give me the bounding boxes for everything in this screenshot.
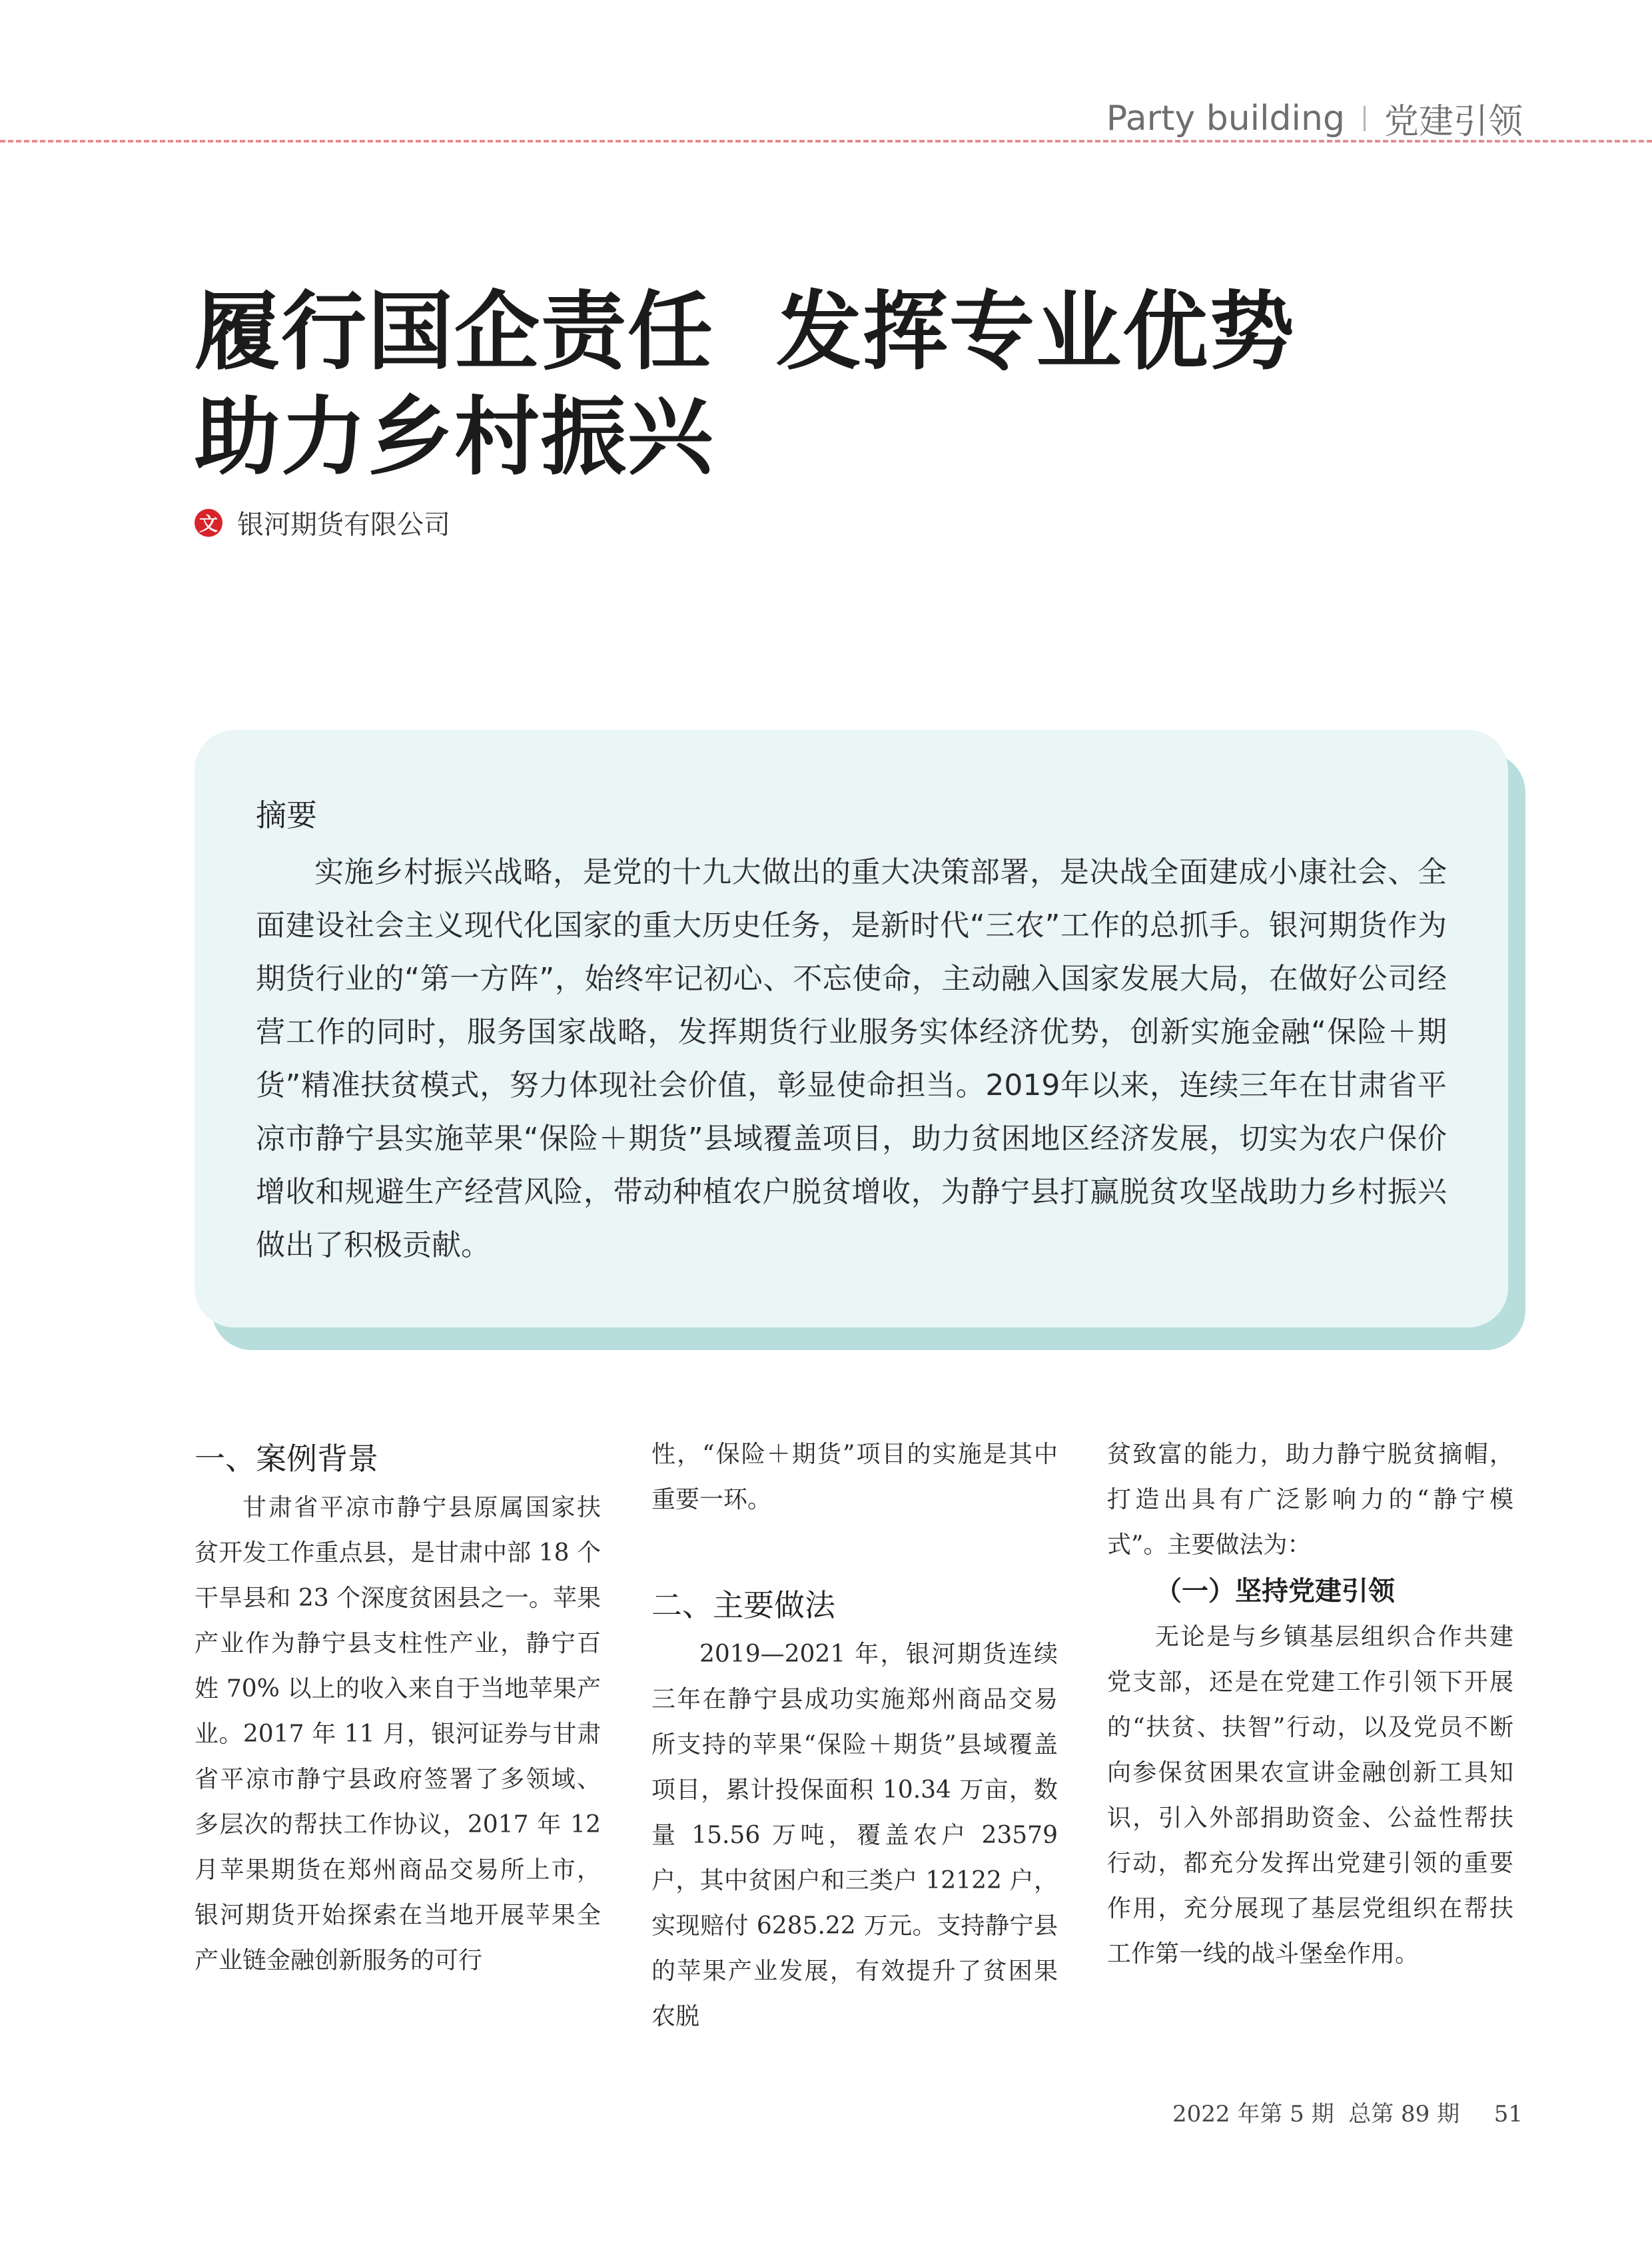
section2-paragraph-continued: 贫致富的能力，助力静宁脱贫摘帽，打造出具有广泛影响力的“静宁模式”。主要做法为： bbox=[1107, 1441, 1513, 1559]
article-title-line2: 助力乡村振兴 bbox=[195, 388, 715, 487]
section-label-en: Party building bbox=[1106, 98, 1345, 139]
abstract-heading: 摘要 bbox=[256, 797, 317, 833]
section1-paragraph-continued: 性，“保险＋期货”项目的实施是其中重要一环。 bbox=[651, 1441, 1058, 1513]
page-number: 51 bbox=[1493, 2101, 1523, 2127]
section-divider bbox=[1364, 106, 1366, 131]
section2-heading: 二、主要做法 bbox=[651, 1587, 835, 1623]
author-marker-icon: 文 bbox=[195, 509, 222, 537]
article-title bbox=[195, 280, 1296, 490]
section2-paragraph: 2019—2021 年，银河期货连续三年在静宁县成功实施郑州商品交易所支持的苹果“保险＋期货”县域覆盖项目，累计投保面积 10.34 万亩，数量 15.56 万吨，覆盖农户 23579 户，其中贫困户和三类户 12122 户，实现赔付 6285.22 万元。支持静宁县的苹果产业发展，有效提升了贫困果农脱 bbox=[651, 1641, 1058, 2030]
column-1 bbox=[195, 1432, 601, 1984]
section-gap bbox=[651, 1523, 1058, 1579]
abstract-box bbox=[195, 730, 1508, 1327]
section-label-cn: 党建引领 bbox=[1384, 102, 1523, 142]
section-label bbox=[1106, 93, 1523, 143]
column-2 bbox=[651, 1432, 1058, 2040]
article-title-line1: 履行国企责任 发挥专业优势 bbox=[195, 282, 1296, 382]
abstract-text: 实施乡村振兴战略，是党的十九大做出的重大决策部署，是决战全面建成小康社会、全面建设社会主义现代化国家的重大历史任务，是新时代“三农”工作的总抓手。银河期货作为期货行业的“第一方阵”，始终牢记初心、不忘使命，主动融入国家发展大局，在做好公司经营工作的同时，服务国家战略，发挥期货行业服务实体经济优势，创新实施金融“保险＋期货”精准扶贫模式，努力体现社会价值，彰显使命担当。2019年以来，连续三年在甘肃省平凉市静宁县实施苹果“保险＋期货”县域覆盖项目，助力贫困地区经济发展，切实为农户保价增收和规避生产经营风险，带动种植农户脱贫增收，为静宁县打赢脱贫攻坚战助力乡村振兴做出了积极贡献。 bbox=[256, 855, 1447, 1262]
subsection1-heading: （一）坚持党建引领 bbox=[1155, 1576, 1395, 1607]
page-footer bbox=[1172, 2095, 1523, 2128]
column-3 bbox=[1107, 1432, 1513, 1977]
author-line bbox=[195, 504, 450, 542]
section1-heading: 一、案例背景 bbox=[195, 1441, 378, 1477]
author-name: 银河期货有限公司 bbox=[237, 510, 450, 540]
page-header bbox=[0, 0, 1652, 143]
section1-paragraph: 甘肃省平凉市静宁县原属国家扶贫开发工作重点县，是甘肃中部 18 个干旱县和 23 个深度贫困县之一。苹果产业作为静宁县支柱性产业，静宁百姓 70% 以上的收入来自于当地苹果产业。2017 年 11 月，银河证券与甘肃省平凉市静宁县政府签署了多领域、多层次的帮扶工作协议，2017 年 12 月苹果期货在郑州商品交易所上市，银河期货开始探索在当地开展苹果全产业链金融创新服务的可行 bbox=[195, 1494, 601, 1974]
subsection1-paragraph: 无论是与乡镇基层组织合作共建党支部，还是在党建工作引领下开展的“扶贫、扶智”行动，以及党员不断向参保贫困果农宣讲金融创新工具知识，引入外部捐助资金、公益性帮扶行动，都充分发挥出党建引领的重要作用，充分展现了基层党组织在帮扶工作第一线的战斗堡垒作用。 bbox=[1107, 1623, 1513, 1968]
issue-info: 2022 年第 5 期 总第 89 期 bbox=[1172, 2101, 1460, 2127]
header-dotted-rule bbox=[0, 140, 1652, 143]
